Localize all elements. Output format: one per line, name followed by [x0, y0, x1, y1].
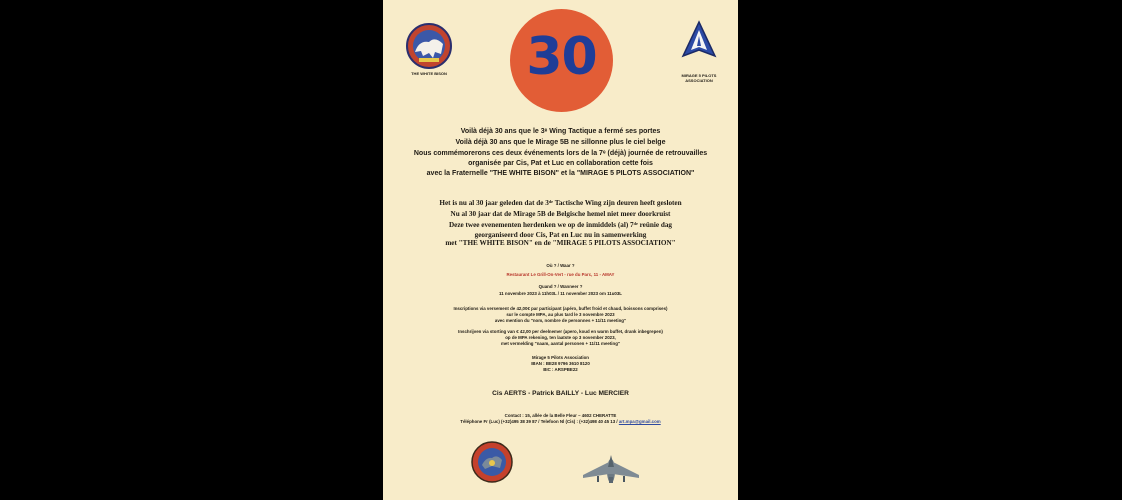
inscription-nl-line: Inschrijven via storting van € 42,00 per deelnemer (apero, koud en warm buffet, drank inbegrepen)	[458, 329, 663, 334]
bank-name: Mirage 5 Pilots Association	[532, 355, 589, 360]
contact-phone: Téléphone Fr (Luc) (+32)495 38 39 87 / Telefoon Nl (Cis) : (+32)498 40 45 13 /	[460, 419, 618, 425]
organizers	[383, 389, 738, 398]
dutch-line: georganiseerd door Cis, Pat en Luc nu in samenwerking	[474, 231, 647, 239]
inscription-fr-line: sur le compte MPA, au plus tard le 3 novembre 2023	[506, 312, 615, 318]
inscription-nl	[383, 329, 738, 348]
mirage-jet-illustration	[579, 447, 643, 485]
contact-section	[383, 413, 738, 425]
bank-iban: IBAN : BE28 9796 3610 8120	[531, 361, 590, 367]
dutch-line: Het is nu al 30 jaar geleden dat de 3ᵈᵉ Tactische Wing zijn deuren heeft gesloten	[439, 199, 682, 207]
inscription-fr-line: Inscriptions via versement de 42,00€ par participant (apéro, buffet froid et chaud, boissons comprises)	[453, 306, 668, 311]
bank-details	[383, 355, 738, 374]
dutch-line: Deze twee evenementen herdenken we op de inmiddels (al) 7ᵈᵉ reünie dag	[448, 221, 673, 229]
dutch-intro	[383, 198, 738, 248]
where-label: Où ? / Waar ?	[546, 263, 575, 268]
french-line: organisée par Cis, Pat et Luc en collaboration cette fois	[468, 160, 653, 167]
when-label: Quand ? / Wanneer ?	[538, 284, 583, 289]
mirage-pilots-caption: MIRAGE 5 PILOTS ASSOCIATION	[681, 73, 717, 83]
french-intro	[383, 126, 738, 179]
inscription-nl-line: met vermelding "naam, aantal personen + 11/11 meeting"	[501, 341, 620, 347]
when-section	[383, 284, 738, 297]
anniversary-number: 30	[526, 27, 597, 87]
where-value: Restaurant Le Grill-On-Vert - rue du Parc, 11 - AMAY	[506, 272, 615, 278]
contact-phone-line	[383, 419, 738, 425]
french-line: Nous commémorerons ces deux événements lors de la 7ᵉ (déjà) journée de retrouvailles	[413, 150, 708, 157]
french-line: Voilà déjà 30 ans que le Mirage 5B ne sillonne plus le ciel belge	[455, 139, 666, 146]
french-line: Voilà déjà 30 ans que le 3ᵉ Wing Tactique a fermé ses portes	[460, 128, 661, 135]
inscription-nl-line: op de MPA rekening, ten laatste op 3 november 2023,	[505, 335, 616, 341]
when-value: 11 novembre 2023 à 11h03L / 11 november 2023 om 11u03L	[499, 291, 622, 297]
white-bison-logo	[405, 22, 453, 77]
dutch-line: met "THE WHITE BISON" en de "MIRAGE 5 PILOTS ASSOCIATION"	[445, 239, 676, 247]
where-section	[383, 263, 738, 278]
contact-email-link[interactable]: art.mpa@gmail.com	[618, 419, 661, 425]
mirage-5-pilots-logo	[679, 20, 719, 80]
inscription-fr	[383, 306, 738, 325]
anniversary-badge	[510, 9, 613, 112]
dutch-line: Nu al 30 jaar dat de Mirage 5B de Belgische hemel niet meer doorkruist	[450, 210, 671, 218]
french-line: avec la Fraternelle "THE WHITE BISON" et la "MIRAGE 5 PILOTS ASSOCIATION"	[426, 170, 695, 177]
event-poster	[383, 0, 738, 500]
organizers-names: Cis AERTS - Patrick BAILLY - Luc MERCIER	[492, 390, 629, 397]
inscription-fr-line: avec mention du "nom, nombre de personnes + 11/11 meeting"	[494, 318, 627, 324]
white-bison-caption: THE WHITE BISON	[411, 71, 447, 76]
contact-address: Contact : 15, allée de la Belle Fleur – 4602 CHERATTE	[504, 413, 617, 418]
bank-bic: BIC : ARSPBE22	[543, 367, 578, 373]
squadron-badge	[471, 441, 513, 483]
